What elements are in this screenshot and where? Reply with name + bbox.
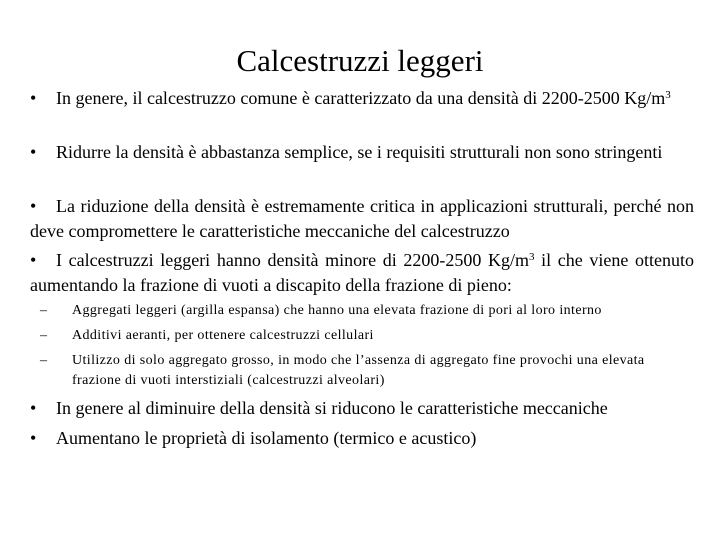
bullet-text-main: I calcestruzzi leggeri hanno densità minore di 2200-2500 Kg/m [56, 250, 529, 270]
sub-item [40, 351, 688, 391]
bullet-text-main: In genere, il calcestruzzo comune è caratterizzato da una densità di 2200-2500 Kg/m [56, 88, 666, 108]
bullet-text-tail: il che viene ottenuto aumentando la frazione di vuoti a discapito della frazione di pieno: [30, 250, 694, 295]
bullet-marker: • [30, 250, 37, 270]
slide-title: Calcestruzzi leggeri [236, 43, 484, 78]
bullet-marker: • [30, 196, 37, 216]
dash-marker: – [40, 353, 48, 368]
bullet-text: La riduzione della densità è estremamente critica in applicazioni strutturali, perché non deve compromettere le caratteristiche meccaniche del calcestruzzo [30, 196, 694, 241]
bullet-item [30, 86, 694, 111]
bullet-text [30, 248, 694, 298]
bullet-text: Ridurre la densità è abbastanza semplice, se i requisiti strutturali non sono stringenti [56, 142, 663, 162]
bullet-marker: • [30, 398, 37, 418]
bullet-text: Aumentano le proprietà di isolamento (termico e acustico) [56, 428, 477, 448]
superscript: 3 [528, 251, 535, 263]
sub-item [40, 301, 688, 321]
bullet-item [30, 140, 694, 165]
sub-item [40, 326, 688, 346]
bullet-text: In genere al diminuire della densità si riducono le caratteristiche meccaniche [56, 398, 608, 418]
bullet-marker: • [30, 142, 37, 162]
sub-item-text: Additivi aeranti, per ottenere calcestruzzi cellulari [72, 328, 374, 343]
dash-marker: – [40, 328, 48, 343]
bullet-marker: • [30, 428, 37, 448]
bullet-item [30, 426, 694, 451]
bullet-text [30, 86, 694, 111]
dash-marker: – [40, 303, 48, 318]
bullet-item [30, 194, 694, 244]
bullet-marker: • [30, 88, 37, 108]
bullet-item [30, 396, 694, 421]
sub-item-text: Utilizzo di solo aggregato grosso, in modo che l’assenza di aggregato fine provochi una elevata frazione di vuoti interstiziali (calcestruzzi alveolari) [72, 353, 645, 388]
superscript: 3 [665, 89, 671, 101]
bullet-item [30, 248, 694, 298]
sub-item-text: Aggregati leggeri (argilla espansa) che hanno una elevata frazione di pori al loro interno [72, 303, 602, 318]
